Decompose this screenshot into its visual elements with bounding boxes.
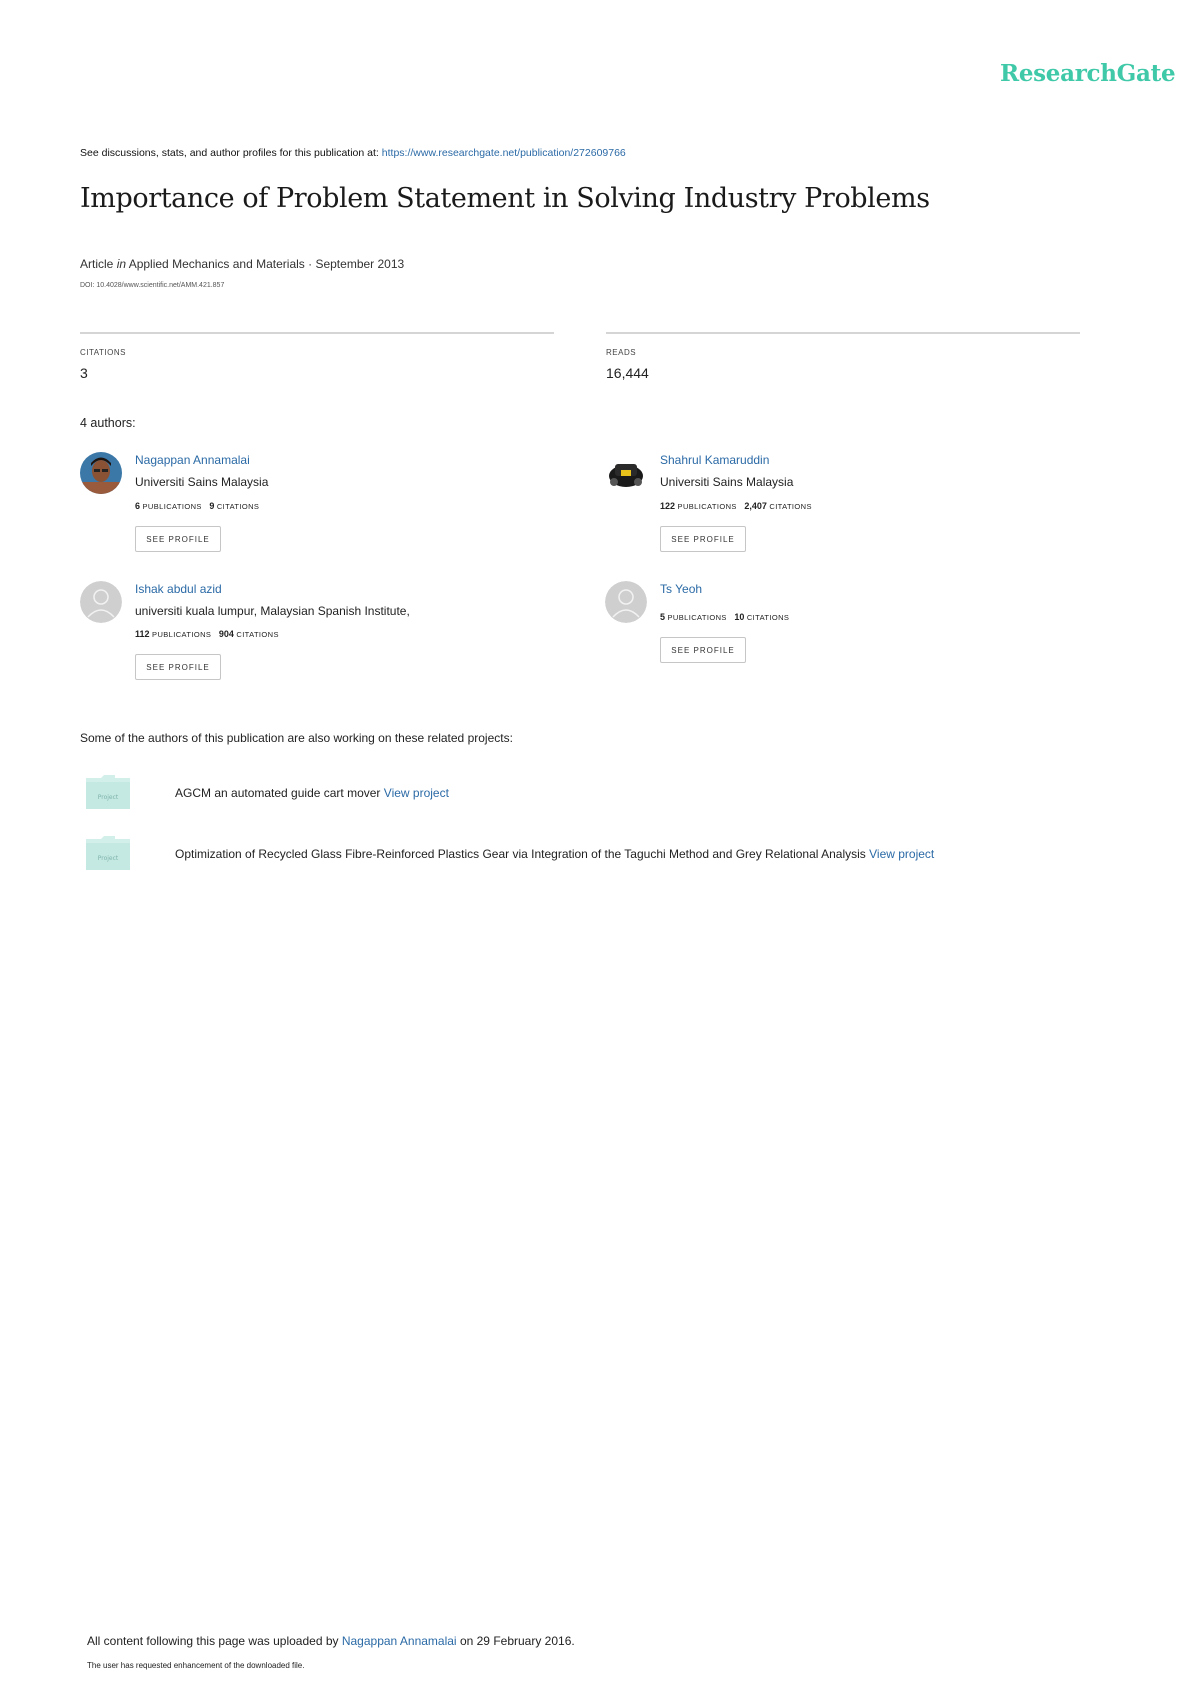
cit-label: CITATIONS [236, 630, 279, 639]
authors-heading: 4 authors: [80, 416, 136, 430]
author-name-2[interactable]: Shahrul Kamaruddin [660, 453, 770, 467]
citations-label: CITATIONS [80, 348, 126, 357]
divider-citations [80, 332, 554, 334]
reads-label: READS [606, 348, 637, 357]
author-institution-3: universiti kuala lumpur, Malaysian Spanish Institute, [135, 604, 410, 618]
pub-label: PUBLICATIONS [667, 613, 727, 622]
discussion-text: See discussions, stats, and author profiles for this publication at: [80, 147, 379, 159]
cit-count: 2,407 [744, 501, 767, 511]
author-institution-2: Universiti Sains Malaysia [660, 475, 794, 489]
avatar-ts-yeoh[interactable] [605, 581, 647, 623]
project-folder-icon [85, 835, 131, 871]
folder-label: Project [97, 855, 119, 862]
doi: DOI: 10.4028/www.scientific.net/AMM.421.857 [80, 282, 225, 289]
default-user-icon [605, 581, 647, 623]
author-stats-4 [660, 612, 789, 622]
author-name-3[interactable]: Ishak abdul azid [135, 582, 222, 596]
citations-value: 3 [80, 365, 88, 381]
avatar-photo-icon [605, 452, 647, 494]
cit-count: 904 [218, 629, 234, 639]
see-profile-button-2[interactable]: SEE PROFILE [660, 526, 746, 552]
avatar-photo-icon [80, 452, 122, 494]
related-projects-heading: Some of the authors of this publication are also working on these related projects: [80, 731, 513, 745]
journal-line: Applied Mechanics and Materials · September 2013 [128, 257, 405, 271]
article-type: Article [80, 257, 114, 271]
pub-count: 112 [135, 629, 150, 639]
project-title-1: AGCM an automated guide cart mover [175, 786, 381, 800]
avatar-nagappan[interactable] [80, 452, 122, 494]
enhancement-note: The user has requested enhancement of the downloaded file. [87, 1661, 305, 1670]
author-name-1[interactable]: Nagappan Annamalai [135, 453, 250, 467]
project-2 [175, 847, 934, 861]
see-profile-button-4[interactable]: SEE PROFILE [660, 637, 746, 663]
pub-count: 5 [660, 612, 666, 622]
author-stats-2 [660, 501, 812, 511]
author-stats-1 [135, 501, 259, 511]
pub-count: 6 [135, 501, 141, 511]
see-profile-button-3[interactable]: SEE PROFILE [135, 654, 221, 680]
researchgate-logo[interactable]: ResearchGate [1000, 60, 1176, 87]
view-project-link-2[interactable]: View project [869, 847, 935, 861]
cit-count: 9 [209, 501, 215, 511]
discussion-header [80, 147, 626, 159]
avatar-shahrul[interactable] [605, 452, 647, 494]
project-title-2: Optimization of Recycled Glass Fibre-Reinforced Plastics Gear via Integration of the Taguchi Method and Grey Relational Analysis [175, 847, 866, 861]
project-folder-icon [85, 774, 131, 810]
project-1 [175, 786, 449, 800]
author-institution-1: Universiti Sains Malaysia [135, 475, 269, 489]
author-stats-3 [135, 629, 279, 639]
pub-label: PUBLICATIONS [677, 502, 737, 511]
reads-value: 16,444 [606, 365, 649, 381]
upload-prefix: All content following this page was uploaded by [87, 1634, 339, 1648]
uploader-link[interactable]: Nagappan Annamalai [341, 1634, 457, 1648]
pub-count: 122 [660, 501, 676, 511]
publication-title: Importance of Problem Statement in Solving Industry Problems [80, 183, 930, 214]
pub-label: PUBLICATIONS [152, 630, 212, 639]
view-project-link-1[interactable]: View project [383, 786, 449, 800]
cit-label: CITATIONS [216, 502, 260, 511]
upload-info [87, 1634, 575, 1648]
divider-reads [606, 332, 1080, 334]
author-name-4[interactable]: Ts Yeoh [660, 582, 703, 596]
folder-label: Project [97, 794, 119, 801]
cit-count: 10 [734, 612, 745, 622]
in-label: in [116, 257, 127, 271]
upload-suffix: on 29 February 2016. [459, 1634, 575, 1648]
cit-label: CITATIONS [769, 502, 812, 511]
publication-url-link[interactable]: https://www.researchgate.net/publication/272609766 [381, 147, 626, 159]
pub-label: PUBLICATIONS [142, 502, 202, 511]
avatar-ishak[interactable] [80, 581, 122, 623]
article-info [80, 257, 404, 271]
cit-label: CITATIONS [746, 613, 790, 622]
see-profile-button-1[interactable]: SEE PROFILE [135, 526, 221, 552]
default-user-icon [80, 581, 122, 623]
